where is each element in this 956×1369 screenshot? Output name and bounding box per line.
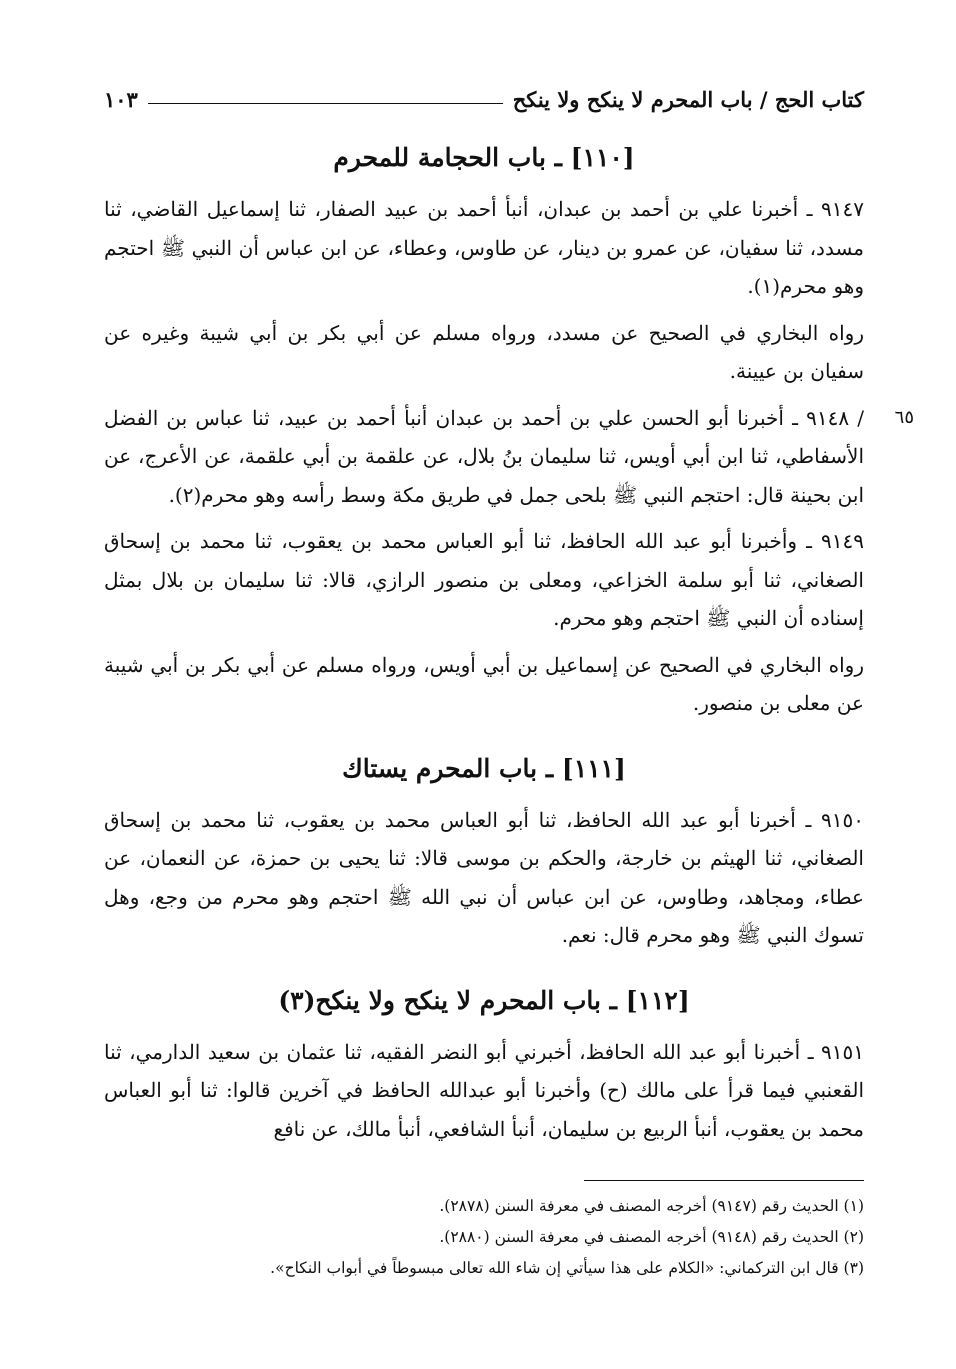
- section-title: [١١١] ـ باب المحرم يستاك: [342, 753, 626, 783]
- section-title: [١١٠] ـ باب الحجامة للمحرم: [333, 143, 635, 172]
- commentary-paragraph: رواه البخاري في الصحيح عن مسدد، ورواه مسلم عن أبي بكر بن أبي شيبة وغيره عن سفيان بن عيينة.: [104, 320, 864, 383]
- running-header: [104, 78, 864, 112]
- page-number: ١٠٣: [104, 87, 138, 112]
- margin-page-marker: ٦٥: [894, 406, 914, 428]
- footnote-rule: [584, 1180, 864, 1181]
- page-body: [104, 78, 914, 1156]
- running-title: كتاب الحج / باب المحرم لا ينكح ولا ينكح: [512, 87, 864, 112]
- footnote: (١) الحديث رقم (٩١٤٧) أخرجه المصنف في معرفة السنن (٢٨٧٨).: [439, 1197, 864, 1215]
- hadith-paragraph: ٩١٤٩ ـ وأخبرنا أبو عبد الله الحافظ، ثنا أبو العباس محمد بن يعقوب، ثنا محمد بن إسحاق الصغاني، ثنا أبو سلمة الخزاعي، ومعلى بن منصور الرازي، قالا: ثنا سليمان بن بلال بمثل إسناده أن النبي ﷺ احتجم وهو محرم.: [104, 529, 864, 630]
- hadith-paragraph: ٩١٥١ ـ أخبرنا أبو عبد الله الحافظ، أخبرني أبو النضر الفقيه، ثنا عثمان بن سعيد الدارمي، ثنا القعنبي فيما قرأ على مالك (ح) وأخبرنا أبو عبدالله الحافظ في آخرين قالوا: ثنا أبو العباس محمد بن يعقوب، أنبأ الربيع بن سليمان، أنبأ الشافعي، أنبأ مالك، عن نافع: [104, 1039, 864, 1141]
- hadith-with-margin: [104, 399, 914, 515]
- commentary-paragraph: رواه البخاري في الصحيح عن إسماعيل بن أبي أويس، ورواه مسلم عن أبي بكر بن أبي شيبة عن معلى بن منصور.: [104, 652, 864, 715]
- hadith-paragraph: ٩١٤٧ ـ أخبرنا علي بن أحمد بن عبدان، أنبأ أحمد بن عبيد الصفار، ثنا إسماعيل القاضي، ثنا مسدد، ثنا سفيان، عن عمرو بن دينار، عن طاوس، وعطاء، عن ابن عباس أن النبي ﷺ احتجم وهو محرم(١).: [104, 197, 864, 298]
- header-rule: [148, 103, 503, 104]
- hadith-paragraph: ٩١٥٠ ـ أخبرنا أبو عبد الله الحافظ، ثنا أبو العباس محمد بن يعقوب، ثنا محمد بن إسحاق الصغاني، ثنا الهيثم بن خارجة، والحكم بن موسى قالا: ثنا يحيى بن حمزة، عن النعمان، عن عطاء، ومجاهد، وطاوس، عن ابن عباس أن نبي الله ﷺ احتجم وهو محرم من وجع، وهل تسوك النبي ﷺ وهو محرم قال: نعم.: [104, 807, 864, 947]
- section-title: [١١٢] ـ باب المحرم لا ينكح ولا ينكح(٣): [278, 985, 690, 1015]
- footnote: (٣) قال ابن التركماني: «الكلام على هذا سيأتي إن شاء الله تعالى مبسوطاً في أبواب النكاح».: [270, 1259, 864, 1277]
- hadith-paragraph: / ٩١٤٨ ـ أخبرنا أبو الحسن علي بن أحمد بن عبدان أنبأ أحمد بن عبيد، ثنا عباس بن الفضل الأسفاطي، ثنا ابن أبي أويس، ثنا سليمان بنُ بلال، عن علقمة بن أبي علقمة، عن الأعرج، عن ابن بحينة قال: احتجم النبي ﷺ بلحى جمل في طريق مكة وسط رأسه وهو محرم(٢).: [104, 405, 864, 507]
- footnotes: [104, 1180, 864, 1284]
- footnote: (٢) الحديث رقم (٩١٤٨) أخرجه المصنف في معرفة السنن (٢٨٨٠).: [439, 1228, 864, 1246]
